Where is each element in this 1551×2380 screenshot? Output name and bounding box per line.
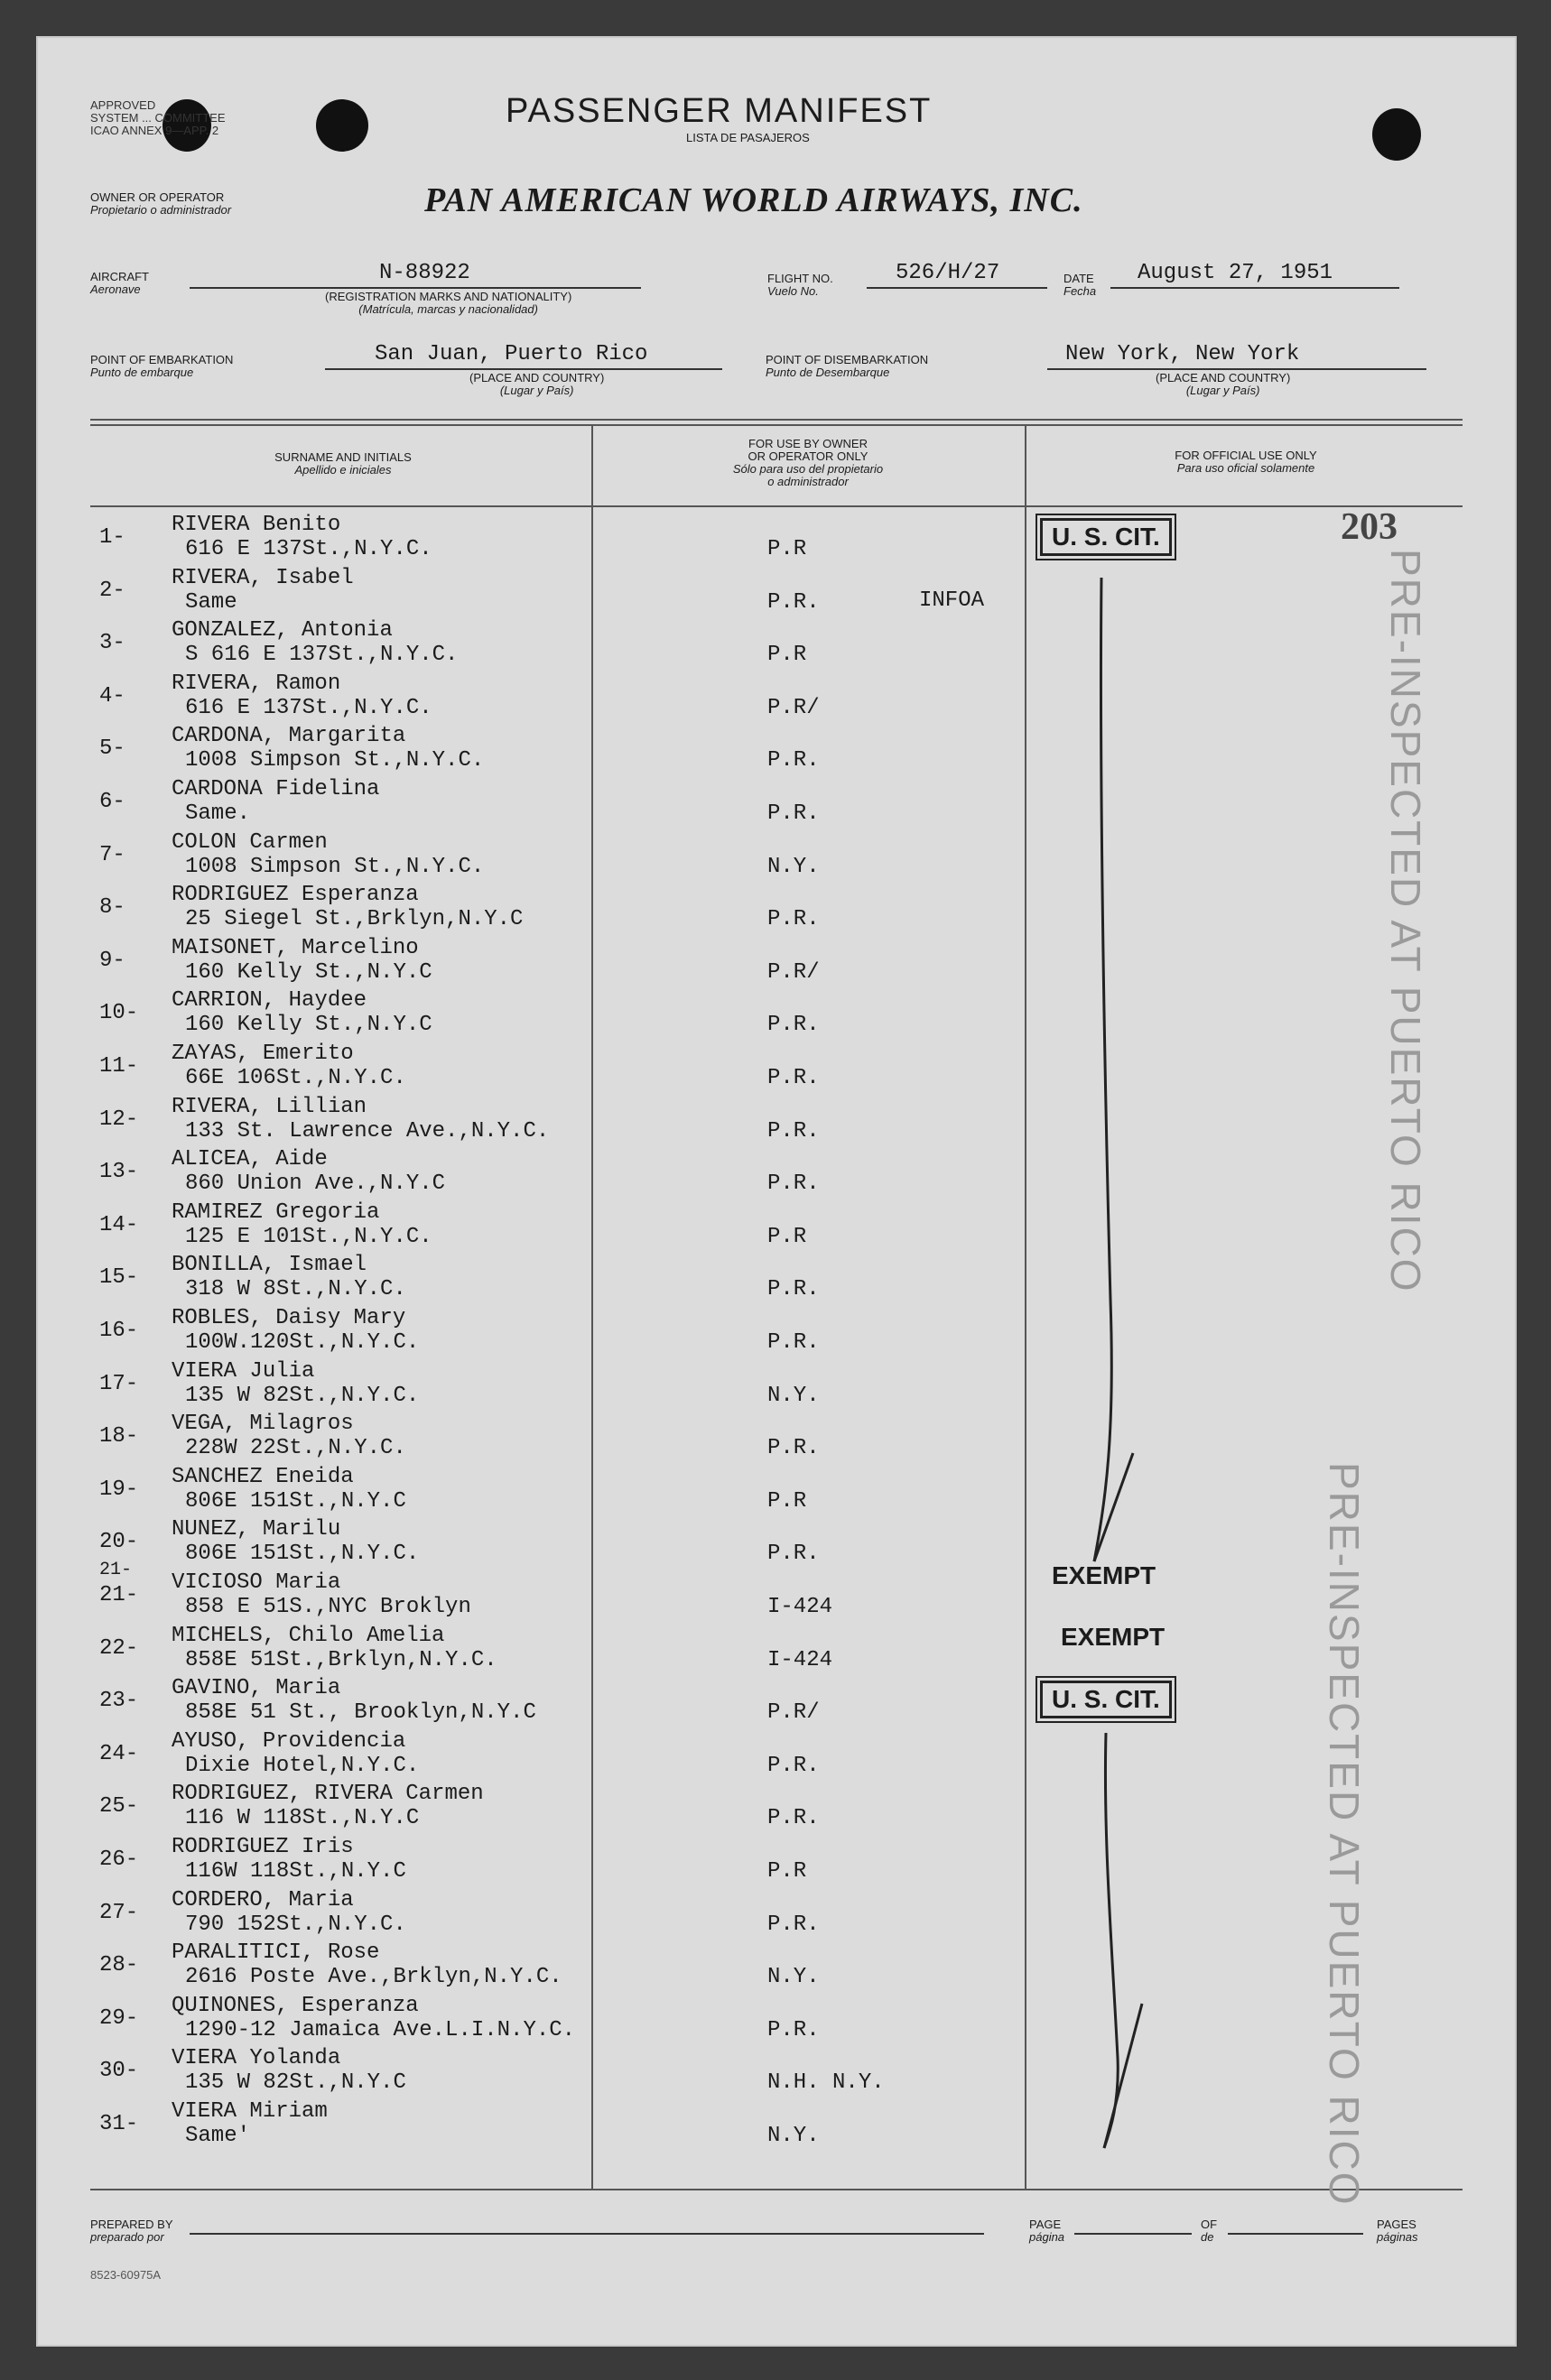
passenger-name: VIERA Yolanda [172,2046,341,2071]
passenger-origin: P.R. [767,1118,820,1144]
passenger-number: 28- [99,1953,139,1978]
pages-label [1377,2218,1418,2244]
passenger-number: 11- [99,1054,139,1079]
passenger-address: Same' [185,2124,251,2148]
passenger-number: 16- [99,1319,139,1343]
passenger-name: SANCHEZ Eneida [172,1464,354,1489]
owner-label-es: Propietario o administrador [90,203,232,217]
passenger-number: 24- [99,1741,139,1766]
aircraft-label-es: Aeronave [90,282,141,296]
pen-stroke-1-tail [1094,1453,1133,1561]
col2-label-es-1: Sólo para uso del propietario [732,462,884,476]
passenger-address: 160 Kelly St.,N.Y.C [185,1013,432,1038]
passenger-number: 31- [99,2112,139,2136]
passenger-address: 135 W 82St.,N.Y.C [185,2070,406,2096]
approval-line-2: SYSTEM ... COMMITTEE [90,111,226,125]
passenger-number: 20- [99,1530,139,1555]
passenger-address: 133 St. Lawrence Ave.,N.Y.C. [185,1118,550,1144]
passenger-name: GONZALEZ, Antonia [172,618,393,644]
passenger-origin: P.R [767,1859,807,1884]
flight-label-en: FLIGHT NO. [767,272,833,285]
passenger-address: 1290-12 Jamaica Ave.L.I.N.Y.C. [185,2017,576,2042]
passenger-name: RODRIGUEZ Iris [172,1835,354,1859]
passenger-number: 25- [99,1794,139,1820]
of-label [1201,2218,1217,2244]
passenger-origin: P.R. [767,1066,820,1090]
passenger-number: 23- [99,1689,139,1714]
passenger-number: 4- [99,683,125,708]
passenger-origin: P.R. [767,1806,820,1831]
passenger-origin: P.R/ [767,959,820,985]
passenger-origin: P.R [767,537,807,561]
col3-label-es: Para uso oficial solamente [1176,461,1315,475]
passenger-address: 2616 Poste Ave.,Brklyn,N.Y.C. [185,1965,562,1990]
date-value: August 27, 1951 [1138,261,1333,285]
preinspected-stamp-2: PRE-INSPECTED AT PUERTO RICO [1321,1462,1368,2207]
manifest-sheet [36,36,1517,2347]
passenger-number: 7- [99,842,125,867]
passenger-name: COLON Carmen [172,829,328,855]
passenger-origin: P.R. [767,907,820,932]
disembark-label-en: POINT OF DISEMBARKATION [766,353,929,366]
prepared-label-es: preparado por [90,2230,164,2244]
passenger-address: 790 152St.,N.Y.C. [185,1912,406,1937]
page-line [1074,2233,1192,2235]
passenger-number: 1- [99,525,125,550]
preinspected-stamp-1: PRE-INSPECTED AT PUERTO RICO [1382,549,1429,1293]
passenger-origin: N.H. N.Y. [767,2070,885,2096]
passenger-address: 125 E 101St.,N.Y.C. [185,1224,432,1249]
prepared-label-en: PREPARED BY [90,2218,173,2231]
passenger-origin: P.R [767,1488,807,1514]
us-citizen-stamp-1: U. S. CIT. [1040,518,1172,556]
passenger-origin: N.Y. [767,1383,820,1408]
passenger-origin: P.R [767,1224,807,1249]
passenger-origin: P.R. [767,1277,820,1302]
passenger-name: QUINONES, Esperanza [172,1993,419,2018]
passenger-name: ROBLES, Daisy Mary [172,1306,406,1330]
passenger-number: 29- [99,2005,139,2031]
passenger-origin: P.R. [767,1436,820,1461]
passenger-address: S 616 E 137St.,N.Y.C. [185,643,459,668]
passenger-name: AYUSO, Providencia [172,1728,406,1754]
pages-label-es: páginas [1377,2230,1418,2244]
passenger-number: 14- [99,1212,139,1237]
passenger-origin: I-424 [767,1647,833,1672]
approval-line-3: ICAO ANNEX 9—APP. 2 [90,124,219,137]
passenger-address: 100W.120St.,N.Y.C. [185,1330,420,1355]
passenger-number: 8- [99,895,125,921]
passenger-address: 858 E 51S.,NYC Broklyn [185,1595,471,1619]
passenger-origin: N.Y. [767,854,820,879]
passenger-origin: P.R/ [767,1700,820,1726]
passenger-number: 3- [99,631,125,656]
passenger-number: 18- [99,1424,139,1449]
passenger-name: VIERA Miriam [172,2099,328,2124]
passenger-name: MAISONET, Marcelino [172,935,419,960]
passenger-address: 616 E 137St.,N.Y.C. [185,695,432,720]
passenger-name: ALICEA, Aide [172,1147,328,1172]
embark-caption-en: (PLACE AND COUNTRY) [469,371,605,384]
passenger-name: RIVERA, Isabel [172,565,354,590]
stamp-number: 203 [1341,506,1398,548]
approval-line-1: APPROVED [90,98,156,112]
aircraft-caption-es: (Matrícula, marcas y nacionalidad) [358,302,538,316]
disembark-label-es: Punto de Desembarque [766,366,890,379]
passenger-origin: P.R. [767,801,820,826]
embark-value: San Juan, Puerto Rico [375,342,648,366]
passenger-number: 5- [99,736,125,762]
passenger-number: 17- [99,1371,139,1396]
passenger-address: Same. [185,801,251,826]
passenger-name: RAMIREZ Gregoria [172,1199,380,1225]
disembark-caption-es: (Lugar y País) [1185,384,1260,397]
passenger-origin: P.R. [767,1542,820,1567]
pages-label-en: PAGES [1377,2218,1416,2231]
flight-label-es: Vuelo No. [767,284,819,298]
passenger-origin: P.R. [767,1013,820,1038]
embark-caption-es: (Lugar y País) [499,384,574,397]
passenger-name: RIVERA, Ramon [172,671,341,696]
page-label-es: página [1029,2230,1065,2244]
passenger-address: 1008 Simpson St.,N.Y.C. [185,748,485,773]
passenger-number: 12- [99,1107,139,1132]
passenger-number: 22- [99,1635,139,1661]
passenger-name: CORDERO, Maria [172,1887,354,1912]
passenger-name: BONILLA, Ismael [172,1253,367,1278]
passenger-origin: P.R/ [767,695,820,720]
passenger-name: RIVERA, Lillian [172,1094,367,1119]
infoa-note: INFOA [919,588,985,613]
passenger-name: GAVINO, Maria [172,1676,341,1701]
passenger-name: VEGA, Milagros [172,1412,354,1437]
passenger-address: Same [185,589,237,615]
passenger-name: PARALITICI, Rose [172,1940,380,1966]
passenger-number: 9- [99,948,125,973]
passenger-address: 1008 Simpson St.,N.Y.C. [185,854,485,879]
passenger-number: 19- [99,1477,139,1502]
col3-label: FOR OFFICIAL USE ONLY [1175,449,1317,462]
passenger-origin: P.R. [767,1753,820,1778]
of-line [1228,2233,1363,2235]
pen-check-marks [36,36,1517,2347]
embark-label-en: POINT OF EMBARKATION [90,353,234,366]
col2-label-2: OR OPERATOR ONLY [748,449,868,463]
passenger-name: NUNEZ, Marilu [172,1517,341,1542]
prepared-by-line [190,2233,984,2235]
owner-value: PAN AMERICAN WORLD AIRWAYS, INC. [424,181,1083,219]
passenger-address: 228W 22St.,N.Y.C. [185,1436,406,1461]
col1-label-es: Apellido e iniciales [294,463,392,477]
page-title: PASSENGER MANIFEST [506,92,933,130]
passenger-address: 806E 151St.,N.Y.C. [185,1542,420,1567]
passenger-number: 27- [99,1900,139,1925]
page-title-es: LISTA DE PASAJEROS [686,131,810,144]
aircraft-value: N-88922 [379,261,470,285]
passenger-origin: P.R. [767,1330,820,1355]
passenger-address: 318 W 8St.,N.Y.C. [185,1277,406,1302]
exempt-stamp-1: EXEMPT [1052,1561,1156,1589]
passenger-name: ZAYAS, Emerito [172,1042,354,1066]
passenger-address: 858E 51 St., Brooklyn,N.Y.C [185,1700,536,1726]
passenger-origin: P.R [767,643,807,668]
passenger-address: 135 W 82St.,N.Y.C. [185,1383,420,1408]
passenger-origin: P.R. [767,1171,820,1197]
passenger-address: 806E 151St.,N.Y.C [185,1488,406,1514]
passenger-address: 116 W 118St.,N.Y.C [185,1806,420,1831]
form-number: 8523-60975A [90,2268,162,2282]
embark-label-es: Punto de embarque [90,366,194,379]
passenger-name: CARDONA Fidelina [172,777,380,801]
col1-label: SURNAME AND INITIALS [274,450,412,464]
passenger-name: VIERA Julia [172,1358,315,1384]
passenger-origin: P.R. [767,589,820,615]
passenger-address: 116W 118St.,N.Y.C [185,1859,406,1884]
passenger-origin: N.Y. [767,1965,820,1990]
passenger-number: 15- [99,1265,139,1291]
date-label-en: DATE [1063,272,1094,285]
passenger-number: 21- [99,1583,139,1607]
passenger-address: 858E 51St.,Brklyn,N.Y.C. [185,1647,497,1672]
passenger-number: 10- [99,1001,139,1026]
page-label [1029,2218,1064,2244]
row-21-extra-number: 21- [99,1560,133,1580]
passenger-name: CARRION, Haydee [172,988,367,1014]
us-citizen-stamp-2: U. S. CIT. [1040,1681,1172,1718]
passenger-name: RIVERA Benito [172,513,341,537]
flight-value: 526/H/27 [896,261,1000,285]
passenger-name: VICIOSO Maria [172,1570,341,1595]
disembark-caption-en: (PLACE AND COUNTRY) [1156,371,1291,384]
of-label-es: de [1201,2230,1214,2244]
aircraft-label-en: AIRCRAFT [90,270,149,283]
pen-stroke-2-tail [1104,2004,1142,2148]
passenger-origin: P.R. [767,748,820,773]
passenger-number: 2- [99,578,125,603]
passenger-origin: P.R. [767,2017,820,2042]
of-label-en: OF [1201,2218,1218,2231]
passenger-address: 860 Union Ave.,N.Y.C [185,1171,446,1197]
aircraft-caption-en: (REGISTRATION MARKS AND NATIONALITY) [325,290,572,303]
passenger-number: 6- [99,790,125,814]
col2-label-1: FOR USE BY OWNER [748,437,868,450]
passenger-origin: N.Y. [767,2124,820,2148]
disembark-value: New York, New York [1065,342,1300,366]
passenger-number: 30- [99,2059,139,2084]
passenger-address: 160 Kelly St.,N.Y.C [185,959,432,985]
passenger-name: RODRIGUEZ, RIVERA Carmen [172,1782,484,1807]
pen-stroke-1 [1094,578,1111,1561]
page-label-en: PAGE [1029,2218,1062,2231]
passenger-origin: I-424 [767,1595,833,1619]
passenger-address: Dixie Hotel,N.Y.C. [185,1753,420,1778]
passenger-name: RODRIGUEZ Esperanza [172,883,419,908]
exempt-stamp-2: EXEMPT [1061,1623,1166,1651]
pen-stroke-2 [1104,1733,1118,2148]
passenger-name: CARDONA, Margarita [172,724,406,749]
prepared-by-label [90,2218,173,2244]
passenger-name: MICHELS, Chilo Amelia [172,1623,445,1648]
owner-label-en: OWNER OR OPERATOR [90,190,225,204]
passenger-address: 66E 106St.,N.Y.C. [185,1066,406,1090]
passenger-address: 616 E 137St.,N.Y.C. [185,537,432,561]
col2-label-es-2: o administrador [767,475,849,488]
passenger-origin: P.R. [767,1912,820,1937]
passenger-number: 13- [99,1160,139,1185]
passenger-number: 26- [99,1848,139,1872]
passenger-address: 25 Siegel St.,Brklyn,N.Y.C [185,907,524,932]
date-label-es: Fecha [1063,284,1097,298]
